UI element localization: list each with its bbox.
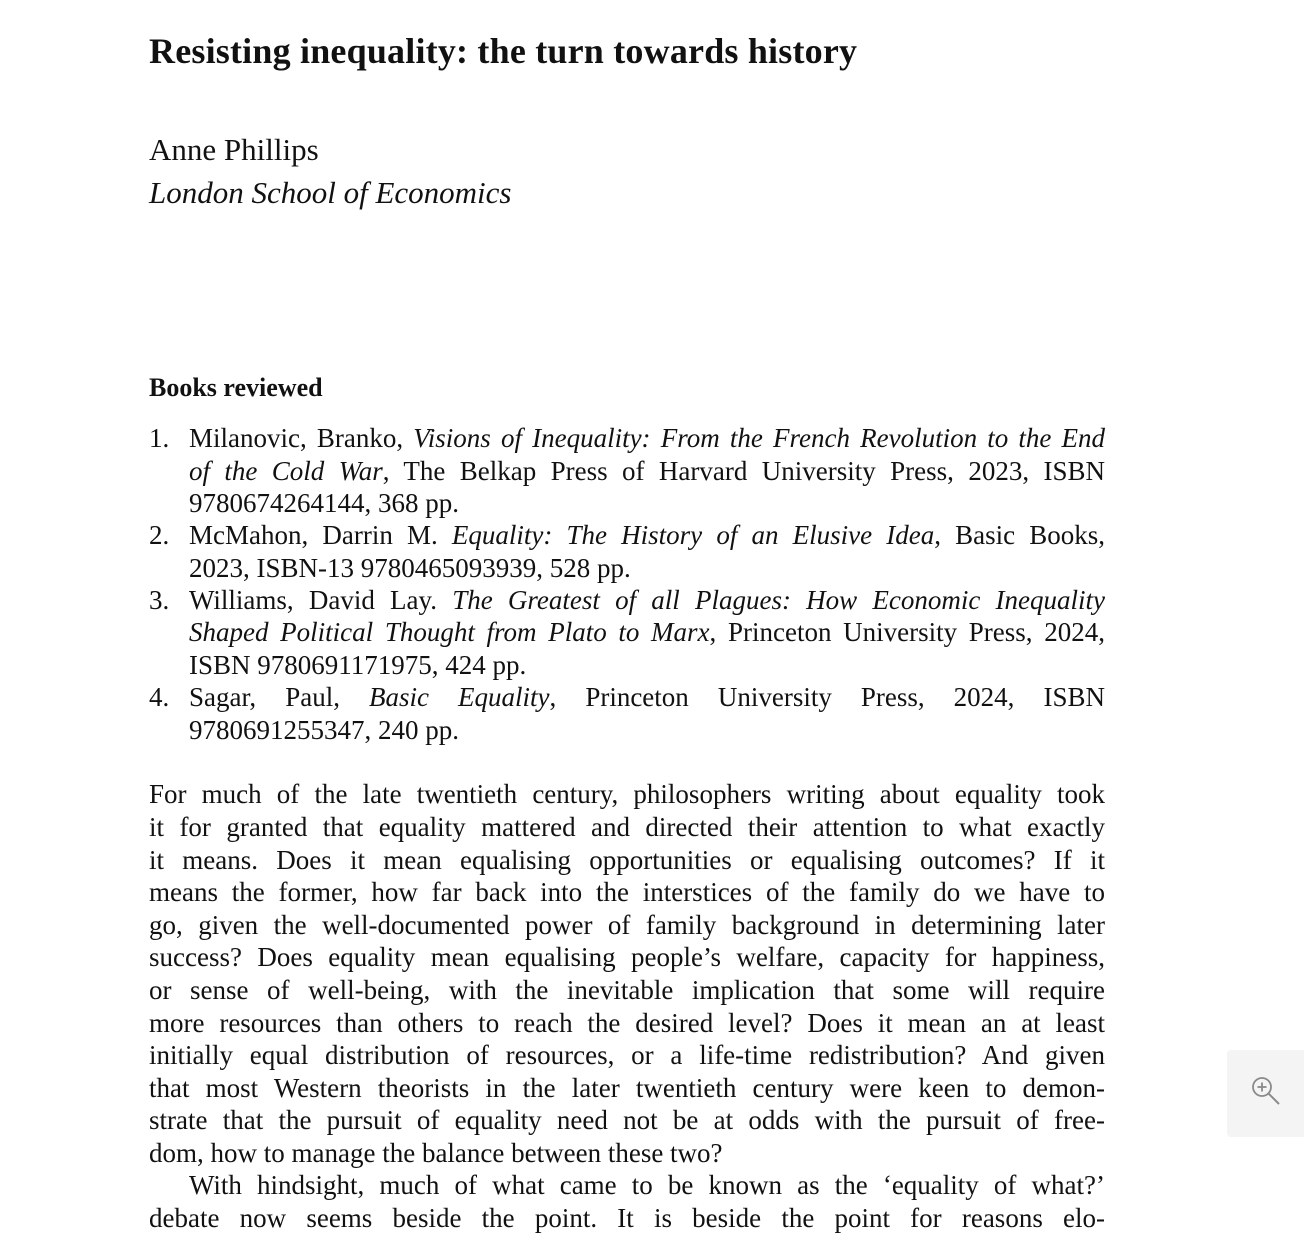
text-line: go, given the well-documented power of family background in determining later — [149, 910, 1105, 940]
book-line: Shaped Political Thought from Plato to Marx, Princeton University Press, 2024, — [189, 617, 1105, 647]
text-line: initially equal distribution of resources, or a life-time redistribution? And given — [149, 1040, 1105, 1070]
book-line: 9780691255347, 240 pp. — [189, 715, 459, 745]
book-line: McMahon, Darrin M. Equality: The History of an Elusive Idea, Basic Books, — [189, 520, 1105, 550]
text-line: strate that the pursuit of equality need not be at odds with the pursuit of free- — [149, 1105, 1105, 1135]
book-line: Williams, David Lay. The Greatest of all Plagues: How Economic Inequality — [189, 585, 1106, 615]
book-item-number: 3. — [149, 585, 170, 615]
book-line: Milanovic, Branko, Visions of Inequality: From the French Revolution to the End — [189, 423, 1106, 453]
author-affiliation: London School of Economics — [149, 175, 512, 210]
book-line: 9780674264144, 368 pp. — [189, 488, 459, 518]
book-item-number: 2. — [149, 520, 170, 550]
book-line: ISBN 9780691171975, 424 pp. — [189, 650, 527, 680]
author-name: Anne Phillips — [149, 132, 319, 167]
text-line: With hindsight, much of what came to be known as the ‘equality of what?’ — [189, 1170, 1105, 1200]
book-line: Sagar, Paul, Basic Equality, Princeton University Press, 2024, ISBN — [189, 682, 1105, 712]
books-reviewed-heading: Books reviewed — [149, 373, 323, 402]
text-line: For much of the late twentieth century, philosophers writing about equality took — [149, 779, 1105, 809]
text-line: dom, how to manage the balance between these two? — [149, 1138, 723, 1168]
text-line: it means. Does it mean equalising opportunities or equalising outcomes? If it — [149, 845, 1105, 875]
text-line: success? Does equality mean equalising people’s welfare, capacity for happiness, — [149, 942, 1105, 972]
text-line: or sense of well-being, with the inevitable implication that some will require — [149, 975, 1105, 1005]
text-line: it for granted that equality mattered and directed their attention to what exactly — [149, 812, 1105, 842]
text-line: more resources than others to reach the desired level? Does it mean an at least — [149, 1008, 1105, 1038]
book-item-number: 1. — [149, 423, 170, 453]
text-line: means the former, how far back into the interstices of the family do we have to — [149, 877, 1105, 907]
book-line: of the Cold War, The Belkap Press of Harvard University Press, 2023, ISBN — [189, 456, 1105, 486]
article-title: Resisting inequality: the turn towards history — [149, 31, 858, 71]
book-item-number: 4. — [149, 682, 170, 712]
book-line: 2023, ISBN-13 9780465093939, 528 pp. — [189, 553, 631, 583]
text-line: that most Western theorists in the later twentieth century were keen to demon- — [149, 1073, 1105, 1103]
text-line: debate now seems beside the point. It is beside the point for reasons elo- — [149, 1203, 1105, 1233]
zoom-in-icon — [1249, 1074, 1283, 1113]
zoom-in-button[interactable] — [1227, 1050, 1304, 1137]
